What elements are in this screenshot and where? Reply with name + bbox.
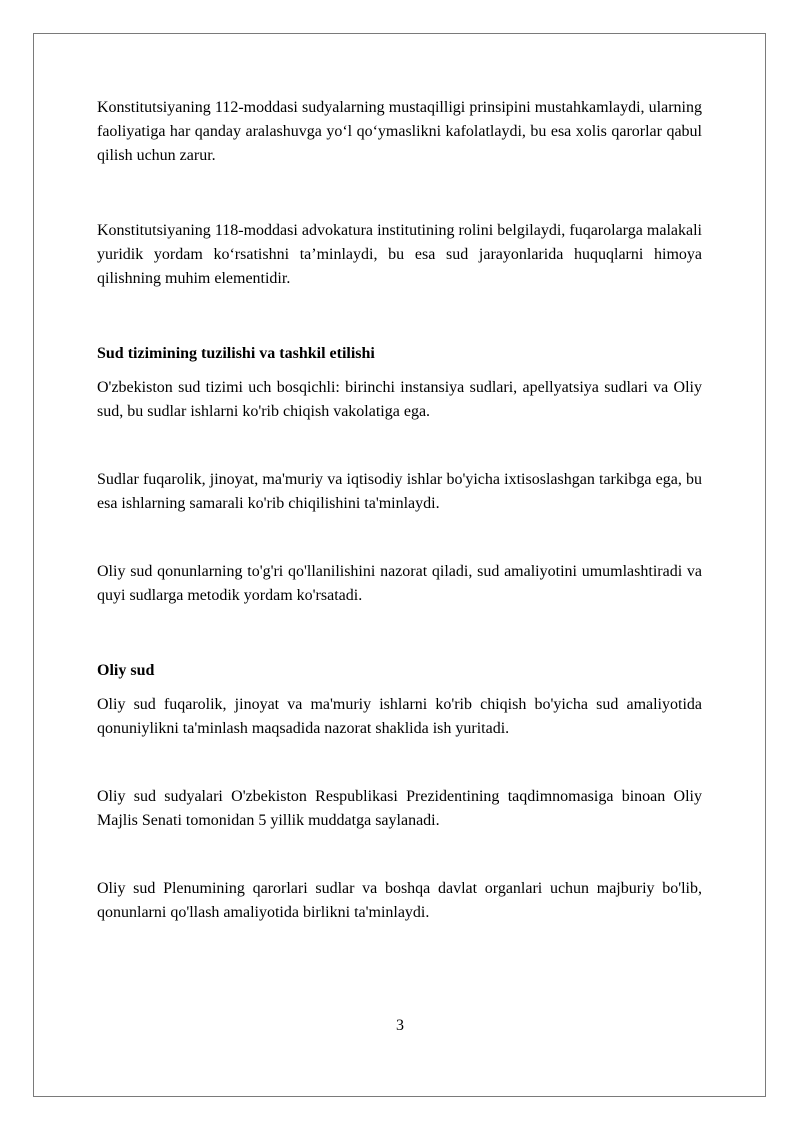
paragraph-article-112: Konstitutsiyaning 112-moddasi sudyalarning mustaqilligi prinsipini mustahkamlaydi, ularning faoliyatiga har qanday aralashuvga yo‘l qo‘ymaslikni kafolatlaydi, bu esa xolis qarorlar qabul qilish uchun zarur. bbox=[97, 99, 702, 164]
paragraph-plenum-decisions: Oliy sud Plenumining qarorlari sudlar va boshqa davlat organlari uchun majburiy bo'lib, qonunlarni qo'llash amaliyotida birlikni ta'minlaydi. bbox=[97, 880, 702, 921]
section-heading-supreme-court: Oliy sud bbox=[97, 662, 155, 679]
paragraph-supreme-court-judges: Oliy sud sudyalari O'zbekiston Respublikasi Prezidentining taqdimnomasiga binoan Oliy Majlis Senati tomonidan 5 yillik muddatga saylanadi. bbox=[97, 788, 702, 829]
section-heading-court-structure: Sud tizimining tuzilishi va tashkil etilishi bbox=[97, 345, 375, 362]
paragraph-article-118: Konstitutsiyaning 118-moddasi advokatura institutining rolini belgilaydi, fuqarolarga malakali yuridik yordam ko‘rsatishni ta’minlaydi, bu esa sud jarayonlarida huquqlarni himoya qilishning muhim elementidir. bbox=[97, 222, 702, 287]
paragraph-court-specialization: Sudlar fuqarolik, jinoyat, ma'muriy va iqtisodiy ishlar bo'yicha ixtisoslashgan tarkibga ega, bu esa ishlarning samarali ko'rib chiqilishini ta'minlaydi. bbox=[97, 471, 702, 512]
paragraph-supreme-court-supervision: Oliy sud fuqarolik, jinoyat va ma'muriy ishlarni ko'rib chiqish bo'yicha sud amaliyotida qonuniylikni ta'minlash maqsadida nazorat shaklida ish yuritadi. bbox=[97, 696, 702, 737]
paragraph-supreme-court-oversight: Oliy sud qonunlarning to'g'ri qo'llanilishini nazorat qiladi, sud amaliyotini umumlashtiradi va quyi sudlarga metodik yordam ko'rsatadi. bbox=[97, 563, 702, 604]
document-body bbox=[97, 96, 702, 925]
paragraph-court-levels: O'zbekiston sud tizimi uch bosqichli: birinchi instansiya sudlari, apellyatsiya sudlari va Oliy sud, bu sudlar ishlarni ko'rib chiqish vakolatiga ega. bbox=[97, 379, 702, 420]
page-number: 3 bbox=[396, 1017, 404, 1034]
